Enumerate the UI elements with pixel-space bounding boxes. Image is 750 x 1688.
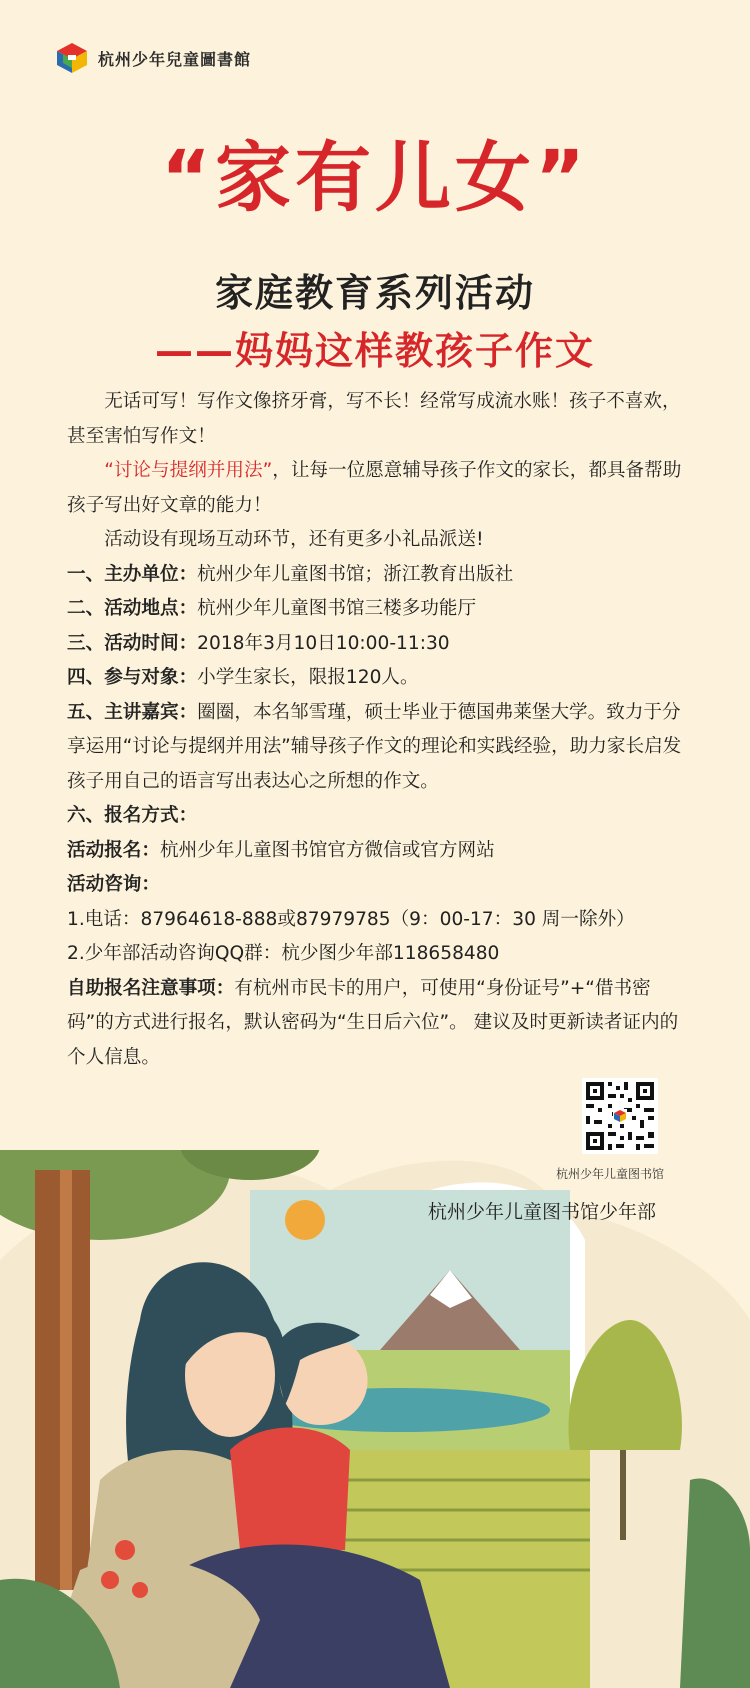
- poster-subtitle-topic: ——妈妈这样教孩子作文: [154, 329, 595, 373]
- signup-notice: [67, 972, 687, 1076]
- info-label: 二、活动地点：: [67, 598, 198, 619]
- intro-paragraph-2-text: ，让每一位愿意辅导孩子作文的家长，都具备帮助孩子写出好文章的能力！: [67, 460, 682, 516]
- intro-paragraph-2: [67, 454, 687, 523]
- info-item-time: [67, 627, 687, 662]
- library-logo-icon: [54, 40, 90, 76]
- signup-consult-phone: 1.电话：87964618-888或87979785（9：00-17：30 周一除外）: [67, 908, 635, 930]
- signup-consult-qq: 2.少年部活动咨询QQ群：杭少图少年部118658480: [67, 943, 500, 964]
- info-label: 四、参与对象：: [67, 667, 198, 688]
- info-label: 三、活动时间：: [67, 632, 198, 654]
- poster-subtitle: 家庭教育系列活动: [214, 271, 535, 315]
- organizer-department: 杭州少年儿童图书馆少年部: [428, 1201, 657, 1223]
- intro-paragraph-3: 活动设有现场互动环节，还有更多小礼品派送!: [104, 529, 484, 550]
- info-label: 五、主讲嘉宾：: [67, 701, 198, 723]
- signup-consult-label: 活动咨询：: [67, 874, 160, 895]
- signup-reg-value: 杭州少年儿童图书馆官方微信或官方网站: [159, 839, 495, 861]
- info-item-speaker: [67, 696, 687, 800]
- info-value: 杭州少年儿童图书馆三楼多功能厅: [197, 598, 477, 619]
- signup-notice-label: 自助报名注意事项：: [67, 977, 235, 999]
- info-label: 一、主办单位：: [67, 563, 198, 585]
- method-name: “讨论与提纲并用法”: [104, 460, 273, 481]
- info-item-organizer: [67, 558, 687, 593]
- library-logo: [54, 40, 251, 76]
- info-value: 2018年3月10日10:00-11:30: [197, 632, 450, 654]
- poster-title: “家有儿女”: [161, 133, 589, 222]
- library-logo-text: 杭州少年兒童圖書館: [98, 49, 252, 69]
- info-value: 小学生家长，限报120人。: [197, 667, 419, 688]
- info-value: 杭州少年儿童图书馆；浙江教育出版社: [197, 563, 514, 585]
- signup-registration: [67, 834, 687, 869]
- info-item-venue: [67, 592, 687, 627]
- info-item-audience: [67, 661, 687, 696]
- mother-child-illustration: [0, 1150, 750, 1688]
- info-value: 圈圈，本名邹雪瑾，硕士毕业于德国弗莱堡大学。致力于分享运用“讨论与提纲并用法”辅导孩子作文的理论和实践经验，助力家长启发孩子用自己的语言写出表达心之所想的作文。: [67, 701, 682, 792]
- qr-code-icon[interactable]: [582, 1078, 658, 1154]
- signup-heading: 六、报名方式：: [67, 805, 198, 826]
- qr-caption: 杭州少年儿童图书馆: [556, 1167, 665, 1181]
- signup-reg-label: 活动报名：: [67, 839, 160, 861]
- signup-notice-value: 有杭州市民卡的用户，可使用“身份证号”+“借书密码”的方式进行报名，默认密码为“生日后六位”。 建议及时更新读者证内的个人信息。: [67, 977, 679, 1068]
- poster-body: [67, 385, 687, 1075]
- intro-paragraph-1: 无话可写！写作文像挤牙膏，写不长！经常写成流水账！孩子不喜欢，甚至害怕写作文！: [67, 391, 681, 447]
